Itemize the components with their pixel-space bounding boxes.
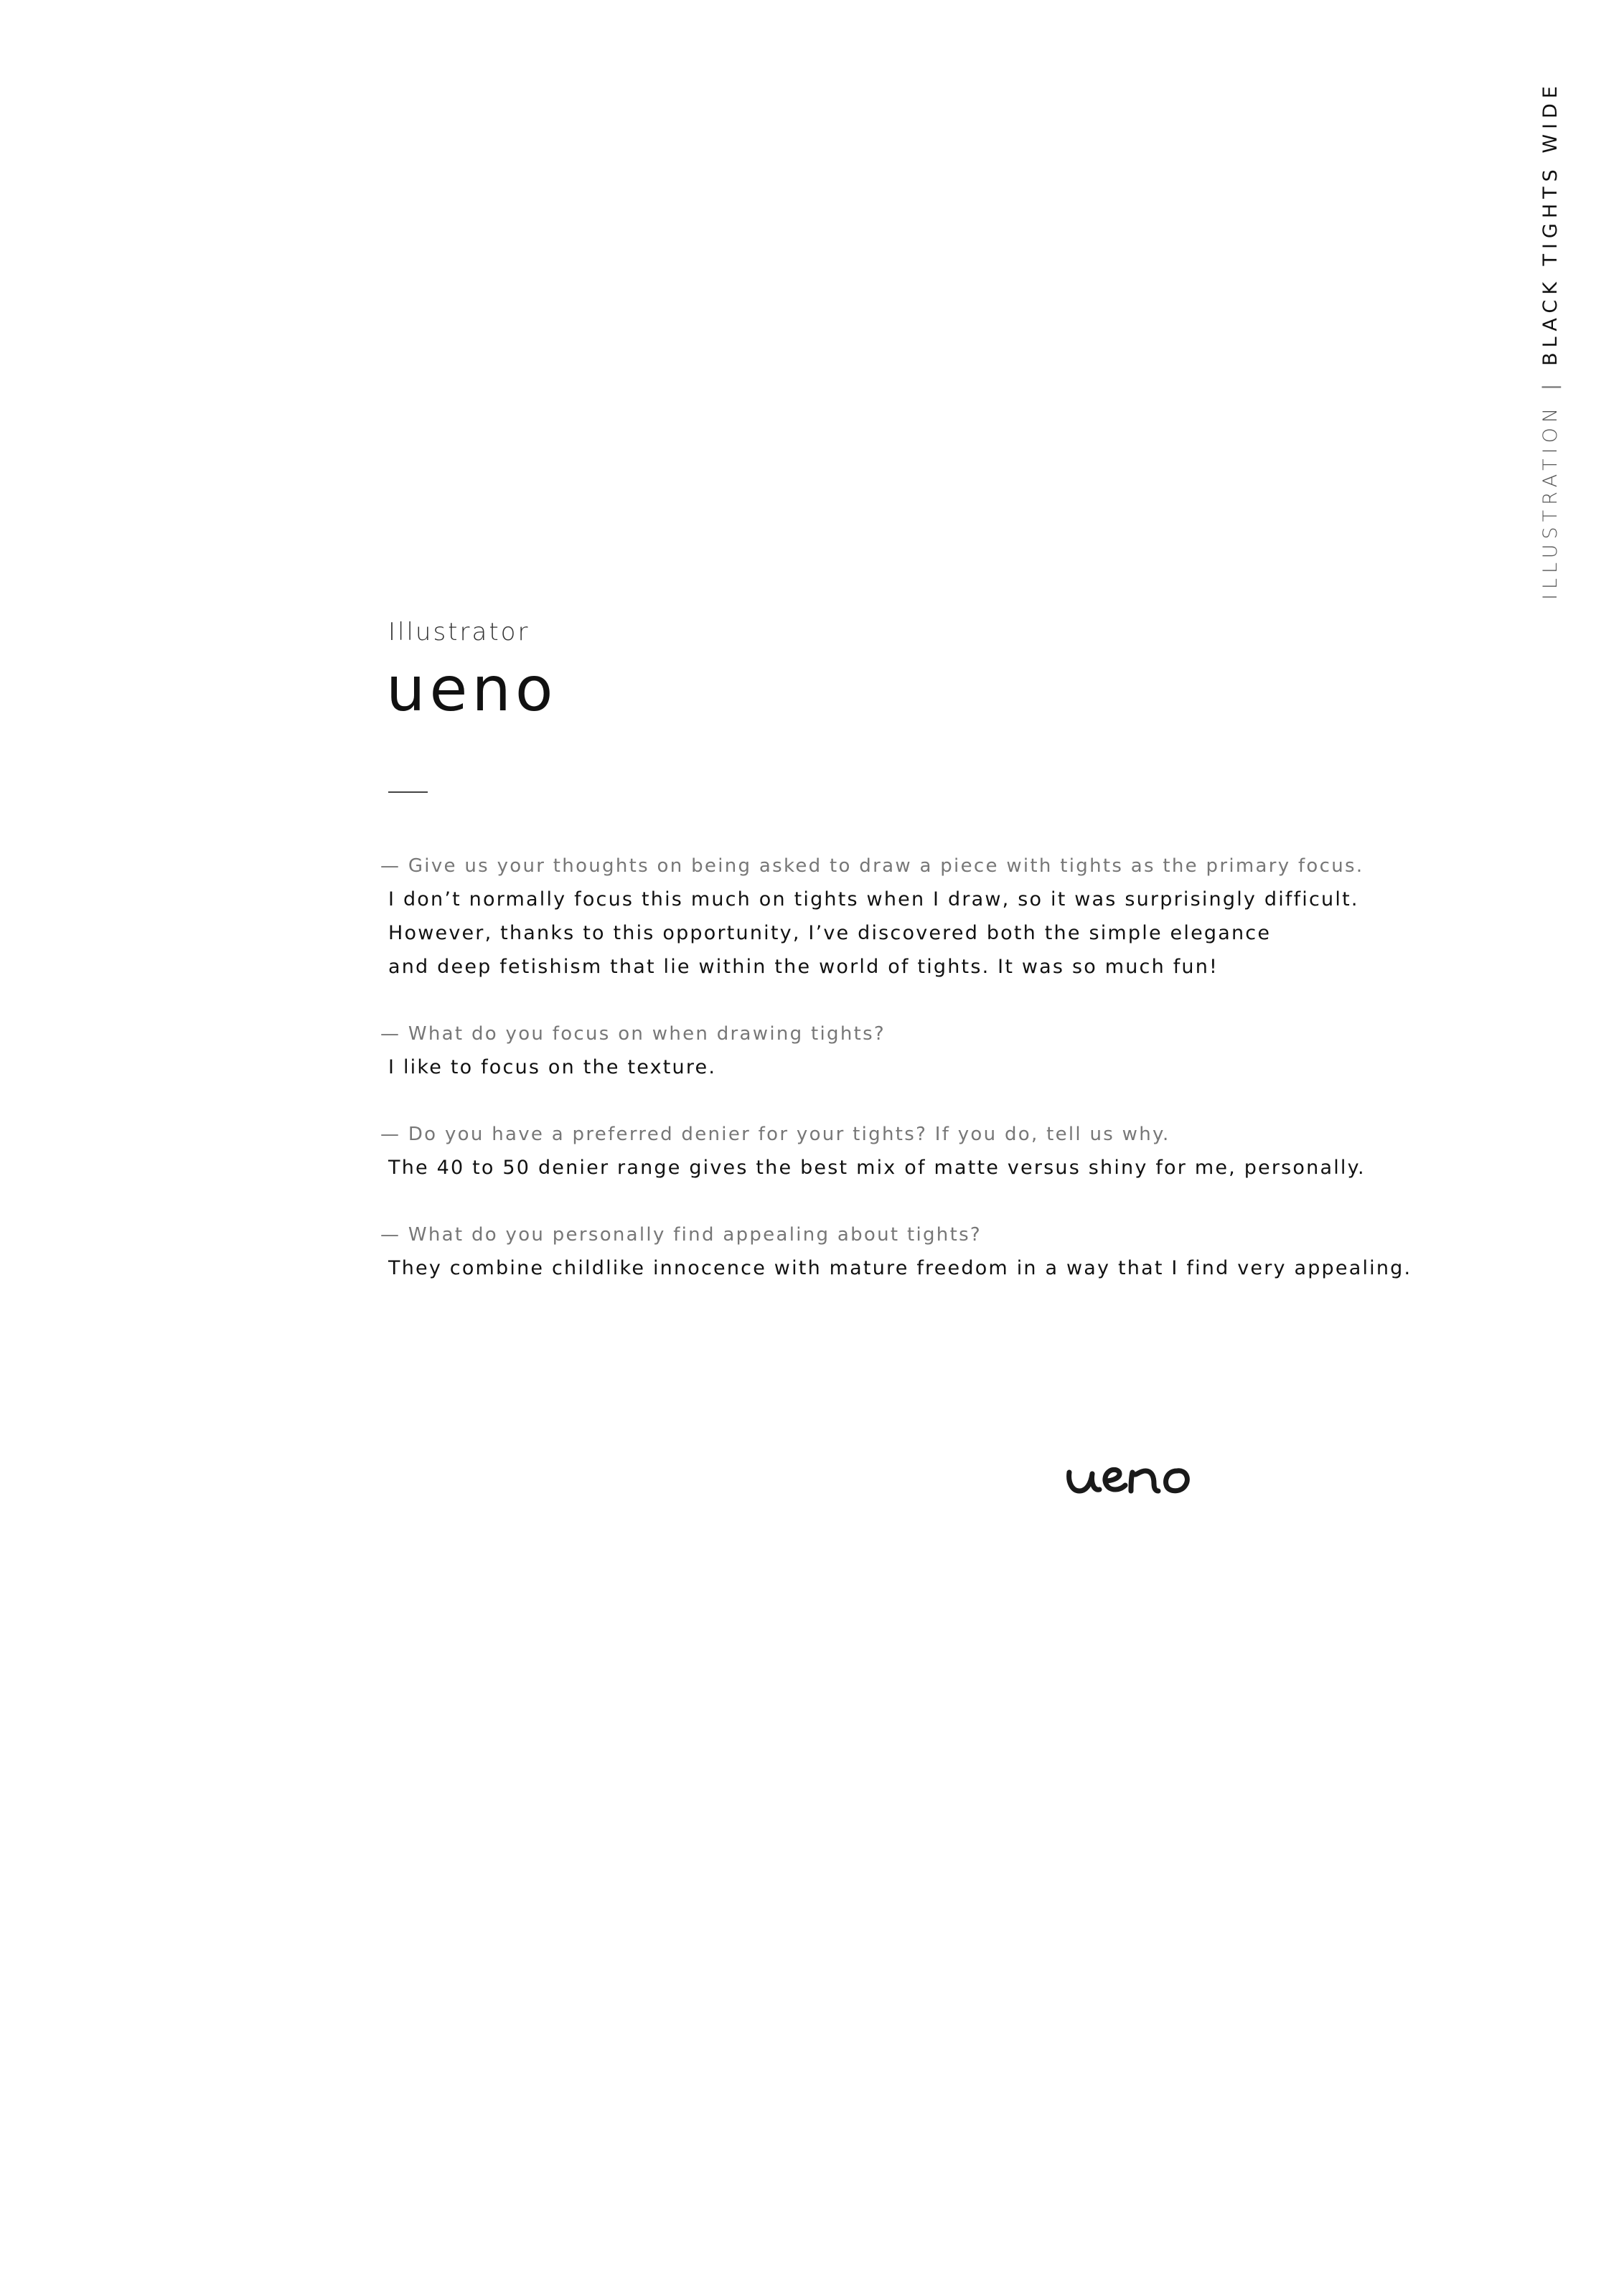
interview-answer-line: The 40 to 50 denier range gives the best mix of matte versus shiny for me, personally. (388, 1157, 1366, 1179)
interview-answer-line: I like to focus on the texture. (388, 1056, 717, 1078)
interview-answer-line: I don’t normally focus this much on tights when I draw, so it was surprisingly difficult. (388, 888, 1359, 911)
side-category-label: ILLUSTRATION (1539, 403, 1562, 600)
interview-question: — What do you focus on when drawing tights? (380, 1023, 886, 1045)
artist-role: Illustrator (388, 618, 530, 646)
interview-item (380, 1017, 1414, 1084)
interview-answer-line: However, thanks to this opportunity, I’ve discovered both the simple elegance (388, 922, 1272, 944)
interview-answer-line: and deep fetishism that lie within the world of tights. It was so much fun! (388, 956, 1219, 978)
interview-question: — Do you have a preferred denier for your tights? If you do, tell us why. (380, 1124, 1170, 1145)
interview-question: — What do you personally find appealing about tights? (380, 1224, 982, 1246)
interview-answer-line: They combine childlike innocence with mature freedom in a way that I find very appealing. (388, 1257, 1412, 1279)
interview-item (380, 1218, 1414, 1285)
side-title-label: BLACK TIGHTS WIDE (1539, 81, 1562, 366)
artist-name: ueno (386, 654, 558, 725)
side-header (1533, 55, 1569, 600)
side-separator: | (1539, 378, 1562, 390)
interview-item (380, 850, 1414, 984)
interview-question: — Give us your thoughts on being asked to draw a piece with tights as the primary focus. (380, 855, 1364, 877)
section-divider (388, 791, 428, 793)
interview-item (380, 1118, 1414, 1185)
artist-signature (1065, 1454, 1223, 1504)
